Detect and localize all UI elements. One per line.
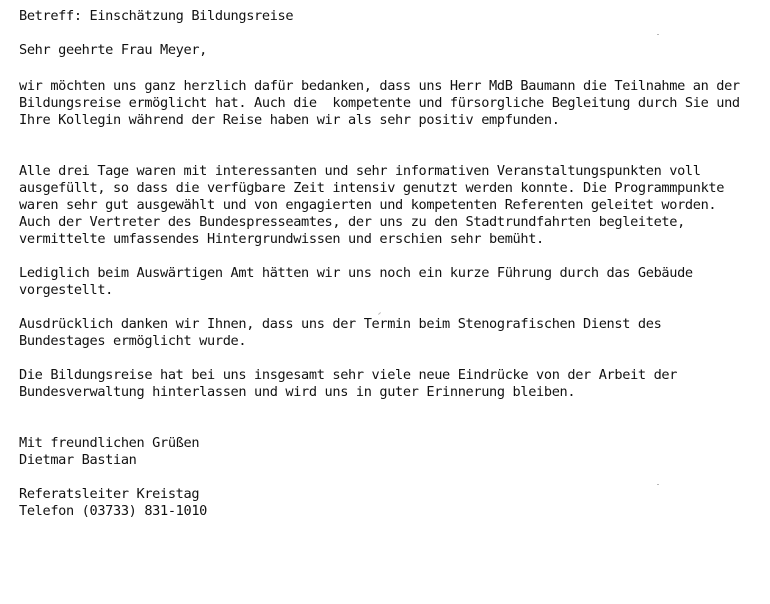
- paragraph-2-line-4: Auch der Vertreter des Bundespresseamtes, der uns zu den Stadtrundfahrten begleitete,: [19, 214, 685, 230]
- scan-speck: [657, 34, 659, 35]
- closing: Mit freundlichen Grüßen: [19, 435, 200, 451]
- paragraph-1-line-2: Bildungsreise ermöglicht hat. Auch die kompetente und fürsorgliche Begleitung durch Sie und: [19, 95, 740, 111]
- sender-name: Dietmar Bastian: [19, 452, 137, 468]
- sender-title: Referatsleiter Kreistag: [19, 486, 200, 502]
- subject-line: Betreff: Einschätzung Bildungsreise: [19, 8, 294, 24]
- letter-body: [19, 0, 764, 519]
- paragraph-3-line-2: vorgestellt.: [19, 282, 114, 298]
- paragraph-5-line-1: Die Bildungsreise hat bei uns insgesamt sehr viele neue Eindrücke von der Arbeit der: [19, 367, 678, 383]
- paragraph-2-line-1: Alle drei Tage waren mit interessanten und sehr informativen Veranstaltungspunkten voll: [19, 163, 701, 179]
- paragraph-2-line-3: waren sehr gut ausgewählt und von engagierten und kompetenten Referenten geleitet worden.: [19, 197, 717, 213]
- paragraph-1-line-3: Ihre Kollegin während der Reise haben wir als sehr positiv empfunden.: [19, 112, 560, 128]
- sender-phone: Telefon (03733) 831-1010: [19, 503, 208, 519]
- paragraph-1-line-1: wir möchten uns ganz herzlich dafür bedanken, dass uns Herr MdB Baumann die Teilnahme an der: [19, 78, 740, 94]
- paragraph-5-line-2: Bundesverwaltung hinterlassen und wird uns in guter Erinnerung bleiben.: [19, 384, 576, 400]
- paragraph-2-line-5: vermittelte umfassendes Hintergrundwissen und erschien sehr bemüht.: [19, 231, 544, 247]
- paragraph-4-line-2: Bundestages ermöglicht wurde.: [19, 333, 247, 349]
- paragraph-3-line-1: Lediglich beim Auswärtigen Amt hätten wir uns noch ein kurze Führung durch das Gebäude: [19, 265, 693, 281]
- salutation: Sehr geehrte Frau Meyer,: [19, 42, 208, 58]
- scan-speck: [657, 484, 659, 485]
- paragraph-2-line-2: ausgefüllt, so dass die verfügbare Zeit intensiv genutzt werden konnte. Die Programmpunkte: [19, 180, 725, 196]
- paragraph-4-line-1: Ausdrücklich danken wir Ihnen, dass uns der Termin beim Stenografischen Dienst des: [19, 316, 662, 332]
